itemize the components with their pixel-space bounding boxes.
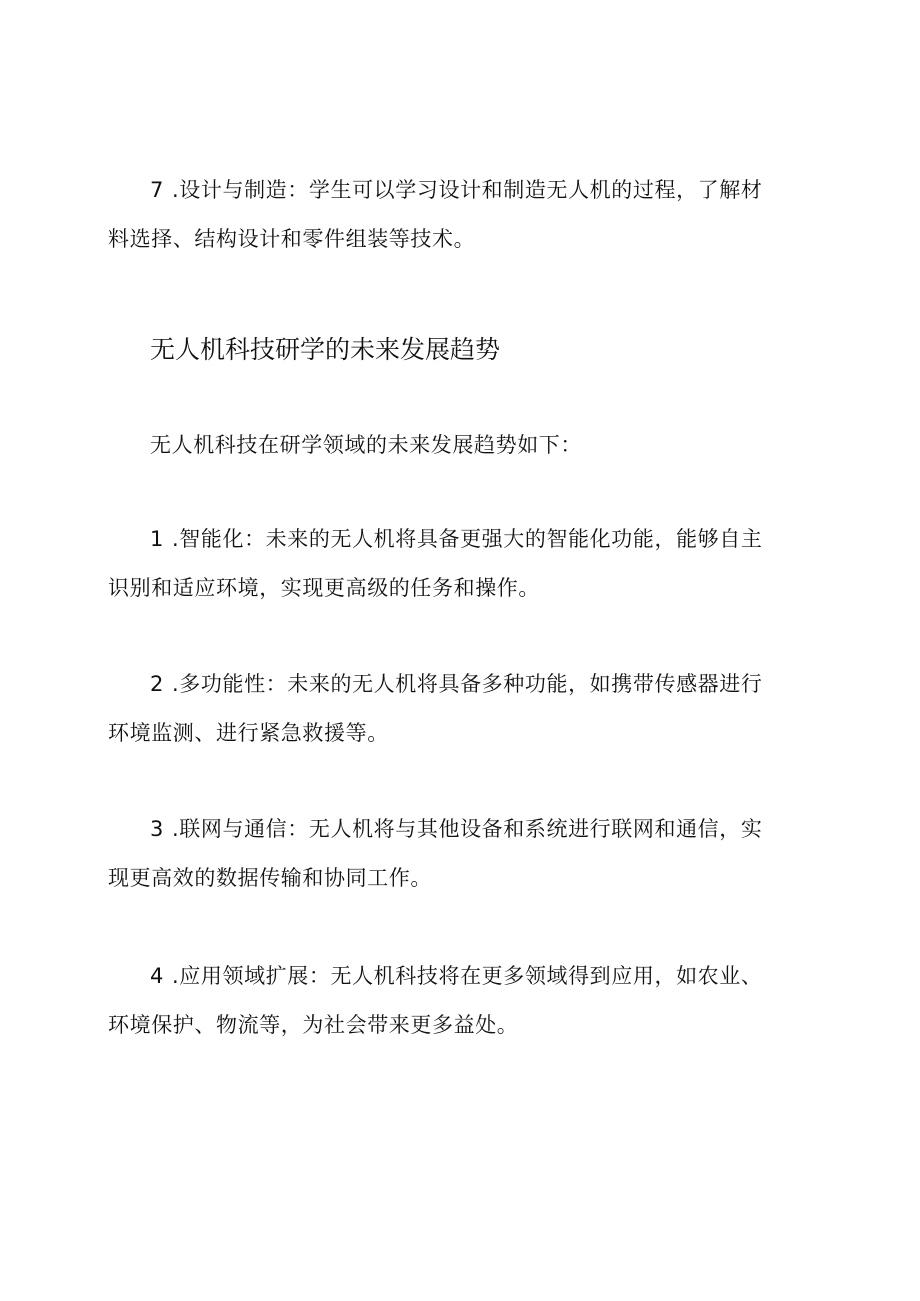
section-intro: 无人机科技在研学领域的未来发展趋势如下： [150, 433, 582, 457]
list-item-number: 2 [150, 672, 164, 696]
list-item-number: 3 [150, 817, 164, 841]
section-heading: 无人机科技研学的未来发展趋势 [150, 335, 501, 364]
list-item-line-2: 料选择、结构设计和零件组装等技术。 [108, 227, 476, 251]
list-item-line-1 [108, 166, 823, 215]
list-item-text: .智能化：未来的无人机将具备更强大的智能化功能，能够自主 [172, 527, 763, 551]
list-item-4 [108, 952, 823, 1050]
list-item-number: 1 [150, 527, 164, 551]
list-item-text: .设计与制造：学生可以学习设计和制造无人机的过程，了解材 [172, 178, 763, 202]
list-item-line-2: 环境监测、进行紧急救援等。 [108, 721, 389, 745]
list-item-line-2: 环境保护、物流等，为社会带来更多益处。 [108, 1013, 519, 1037]
list-item-line-2: 识别和适应环境，实现更高级的任务和操作。 [108, 576, 540, 600]
list-item-line-1 [108, 805, 823, 854]
list-item-1 [108, 515, 823, 613]
list-item-7 [108, 166, 823, 264]
list-item-number: 4 [150, 964, 164, 988]
list-item-3 [108, 805, 823, 903]
list-item-line-1 [108, 952, 823, 1001]
list-item-line-2: 现更高效的数据传输和协同工作。 [108, 866, 432, 890]
list-item-number: 7 [150, 178, 164, 202]
list-item-2 [108, 660, 823, 758]
list-item-text: .联网与通信：无人机将与其他设备和系统进行联网和通信，实 [172, 817, 763, 841]
list-item-line-1 [108, 515, 823, 564]
list-item-text: .多功能性：未来的无人机将具备多种功能，如携带传感器进行 [172, 672, 763, 696]
list-item-text: .应用领域扩展：无人机科技将在更多领域得到应用，如农业、 [172, 964, 763, 988]
list-item-line-1 [108, 660, 823, 709]
